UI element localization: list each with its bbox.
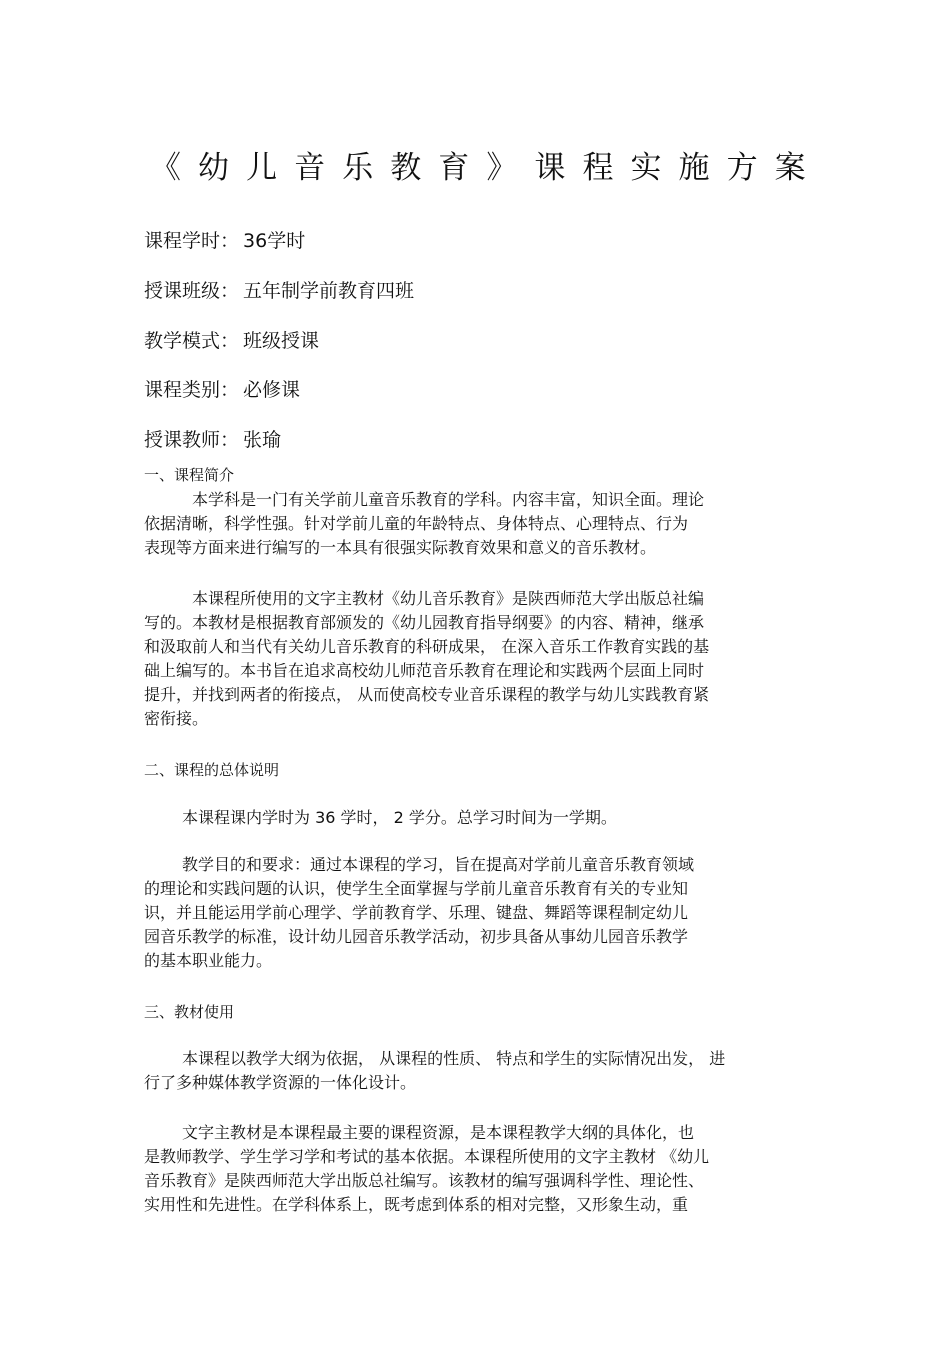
document-title: 《幼儿音乐教育》课程实施方案	[150, 150, 823, 186]
paragraph-line: 本课程课内学时为 36 学时， 2 学分。总学习时间为一学期。	[182, 808, 617, 827]
paragraph-line: 识，并且能运用学前心理学、学前教育学、乐理、键盘、舞蹈等课程制定幼儿	[144, 903, 689, 922]
info-row-course-hours	[144, 228, 305, 254]
info-value: 班级授课	[243, 330, 320, 352]
info-label: 课程学时：	[144, 230, 240, 252]
info-value: 五年制学前教育四班	[243, 280, 415, 302]
paragraph-line: 本学科是一门有关学前儿童音乐教育的学科。内容丰富，知识全面。理论	[192, 490, 705, 509]
paragraph	[144, 1047, 814, 1095]
paragraph-line: 本课程所使用的文字主教材《幼儿音乐教育》是陕西师范大学出版总社编	[192, 589, 705, 608]
info-value: 36学时	[243, 230, 306, 252]
paragraph-line: 础上编写的。本书旨在追求高校幼儿师范音乐教育在理论和实践两个层面上同时	[144, 661, 705, 680]
paragraph-line: 和汲取前人和当代有关幼儿音乐教育的科研成果， 在深入音乐工作教育实践的基	[144, 637, 710, 656]
paragraph-line: 行了多种媒体教学资源的一体化设计。	[144, 1073, 417, 1092]
paragraph-line: 文字主教材是本课程最主要的课程资源，是本课程教学大纲的具体化，也	[182, 1123, 695, 1142]
info-row-teacher	[144, 427, 281, 453]
paragraph-line: 音乐教育》是陕西师范大学出版总社编写。该教材的编写强调科学性、理论性、	[144, 1171, 705, 1190]
info-label: 课程类别：	[144, 379, 240, 401]
paragraph-line: 密衔接。	[144, 709, 209, 728]
paragraph-line: 的基本职业能力。	[144, 951, 273, 970]
paragraph-line: 实用性和先进性。在学科体系上，既考虑到体系的相对完整，又形象生动，重	[144, 1195, 689, 1214]
paragraph-line: 园音乐教学的标准，设计幼儿园音乐教学活动，初步具备从事幼儿园音乐教学	[144, 927, 689, 946]
section-heading: 一、课程简介	[144, 466, 235, 484]
paragraph-line: 的理论和实践问题的认识，使学生全面掌握与学前儿童音乐教育有关的专业知	[144, 879, 689, 898]
paragraph-line: 教学目的和要求：通过本课程的学习，旨在提高对学前儿童音乐教育领域	[182, 855, 695, 874]
paragraph-line: 是教师教学、学生学习学和考试的基本依据。本课程所使用的文字主教材 《幼儿	[144, 1147, 710, 1166]
section-heading: 三、教材使用	[144, 1003, 235, 1021]
info-label: 授课教师：	[144, 429, 240, 451]
paragraph-line: 提升，并找到两者的衔接点， 从而使高校专业音乐课程的教学与幼儿实践教育紧	[144, 685, 710, 704]
info-value: 必修课	[243, 379, 301, 401]
info-row-course-category	[144, 377, 300, 403]
section-heading: 二、课程的总体说明	[144, 761, 280, 779]
info-row-teaching-mode	[144, 328, 319, 354]
paragraph	[144, 806, 814, 830]
info-value: 张瑜	[243, 429, 282, 451]
paragraph-line: 依据清晰，科学性强。针对学前儿童的年龄特点、身体特点、心理特点、行为	[144, 514, 689, 533]
paragraph-line: 表现等方面来进行编写的一本具有很强实际教育效果和意义的音乐教材。	[144, 538, 657, 557]
paragraph	[144, 1121, 814, 1217]
paragraph-line: 本课程以教学大纲为依据， 从课程的性质、 特点和学生的实际情况出发， 进	[182, 1049, 726, 1068]
paragraph	[144, 488, 814, 560]
info-label: 授课班级：	[144, 280, 240, 302]
paragraph	[144, 587, 814, 731]
info-row-class	[144, 278, 414, 304]
paragraph-line: 写的。本教材是根据教育部颁发的《幼儿园教育指导纲要》的内容、精神，继承	[144, 613, 705, 632]
paragraph	[144, 853, 814, 973]
info-label: 教学模式：	[144, 330, 240, 352]
